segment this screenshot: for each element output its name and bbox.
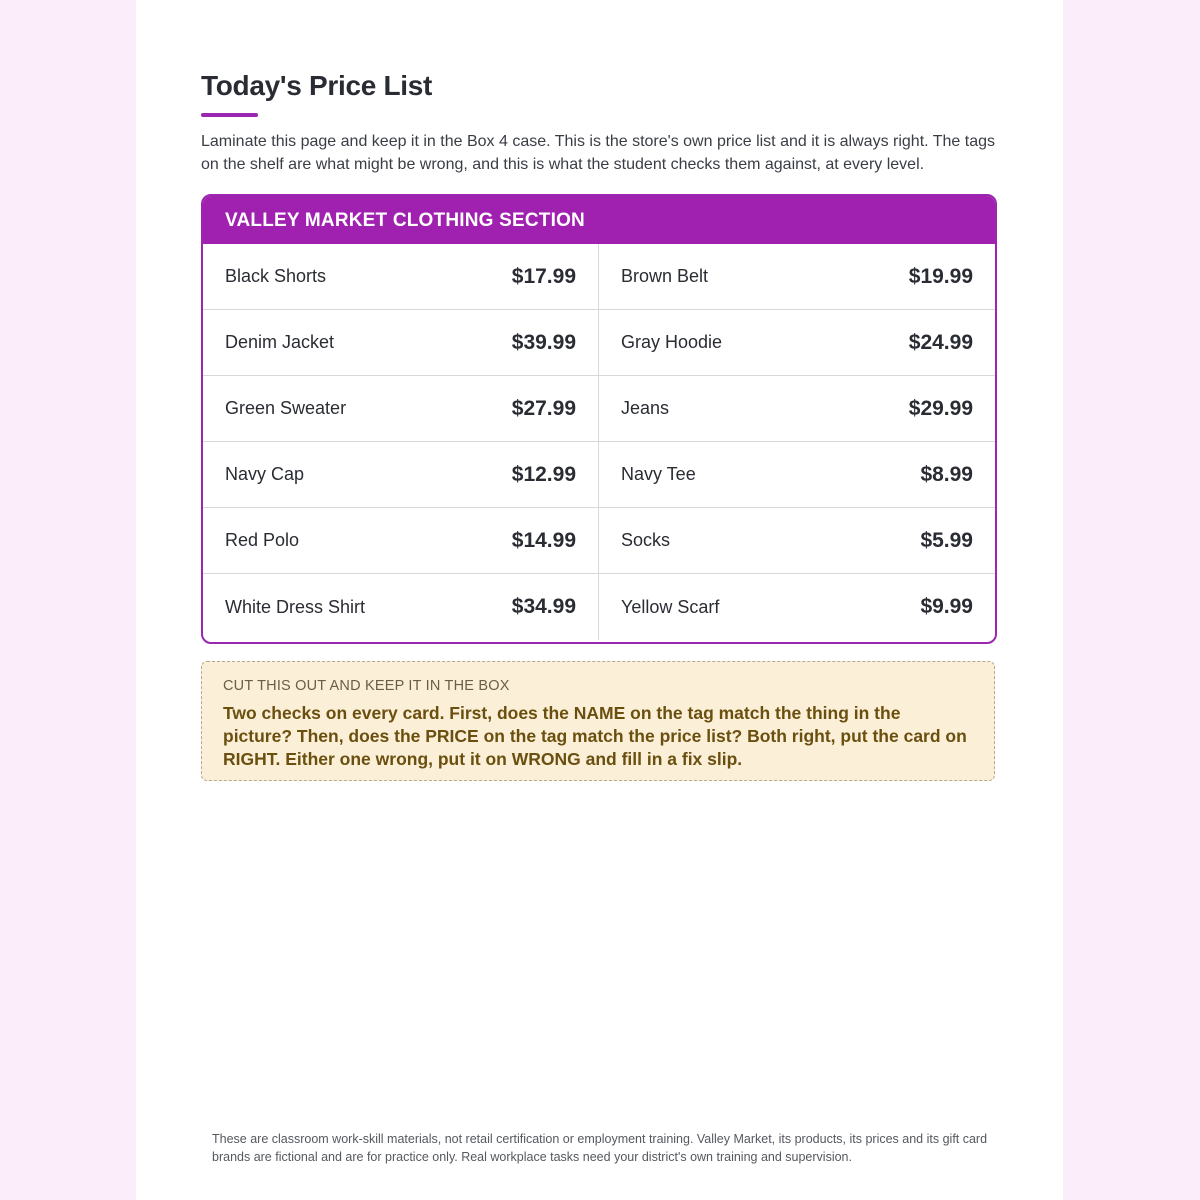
item-price: $8.99 xyxy=(920,462,973,486)
note-label: CUT THIS OUT AND KEEP IT IN THE BOX xyxy=(223,678,510,694)
price-grid xyxy=(203,244,995,640)
price-row xyxy=(203,442,599,508)
note-text: Two checks on every card. First, does the NAME on the tag match the thing in the picture? Then, does the PRICE on the tag match the price list? Both right, put the card on RIGHT. Either one wrong, put it on WRONG and fill in a fix slip. xyxy=(223,703,967,769)
footer-disclaimer: These are classroom work-skill materials, not retail certification or employment training. Valley Market, its products, its prices and its gift card brands are fictional and are for practice only. Real workplace tasks need your district's own training and supervision. xyxy=(212,1132,988,1164)
price-row xyxy=(599,376,995,442)
item-price: $24.99 xyxy=(908,330,973,354)
cut-out-note xyxy=(201,661,995,781)
item-name: Socks xyxy=(621,530,671,550)
item-name: White Dress Shirt xyxy=(225,596,366,617)
item-name: Yellow Scarf xyxy=(621,596,720,617)
price-row xyxy=(599,310,995,376)
price-row xyxy=(599,442,995,508)
item-price: $39.99 xyxy=(511,330,576,354)
price-row xyxy=(203,376,599,442)
title-underline xyxy=(201,113,258,117)
item-name: Black Shorts xyxy=(225,266,327,286)
item-price: $29.99 xyxy=(908,396,973,420)
item-price: $14.99 xyxy=(511,528,576,552)
item-name: Jeans xyxy=(621,398,670,418)
price-row xyxy=(203,574,599,640)
price-row xyxy=(203,508,599,574)
price-row xyxy=(599,244,995,310)
price-row xyxy=(203,310,599,376)
price-row xyxy=(599,574,995,640)
item-price: $5.99 xyxy=(920,528,973,552)
item-price: $9.99 xyxy=(920,595,973,618)
price-list-header: VALLEY MARKET CLOTHING SECTION xyxy=(203,196,995,244)
item-name: Denim Jacket xyxy=(225,332,335,352)
item-name: Gray Hoodie xyxy=(621,332,723,352)
item-price: $19.99 xyxy=(908,264,973,288)
item-name: Red Polo xyxy=(225,530,300,550)
intro-paragraph: Laminate this page and keep it in the Box 4 case. This is the store's own price list and it is always right. The tags on the shelf are what might be wrong, and this is what the student checks them against, at every level. xyxy=(201,133,995,173)
price-list-card xyxy=(201,194,997,644)
price-row xyxy=(599,508,995,574)
item-name: Navy Cap xyxy=(225,464,305,484)
page-title: Today's Price List xyxy=(201,70,433,101)
item-price: $27.99 xyxy=(511,396,576,420)
price-row xyxy=(203,244,599,310)
item-name: Green Sweater xyxy=(225,398,347,418)
item-price: $12.99 xyxy=(511,462,576,486)
item-name: Brown Belt xyxy=(621,266,709,286)
item-price: $34.99 xyxy=(511,595,576,618)
item-price: $17.99 xyxy=(511,264,576,288)
document-page xyxy=(136,0,1063,1200)
item-name: Navy Tee xyxy=(621,464,696,484)
